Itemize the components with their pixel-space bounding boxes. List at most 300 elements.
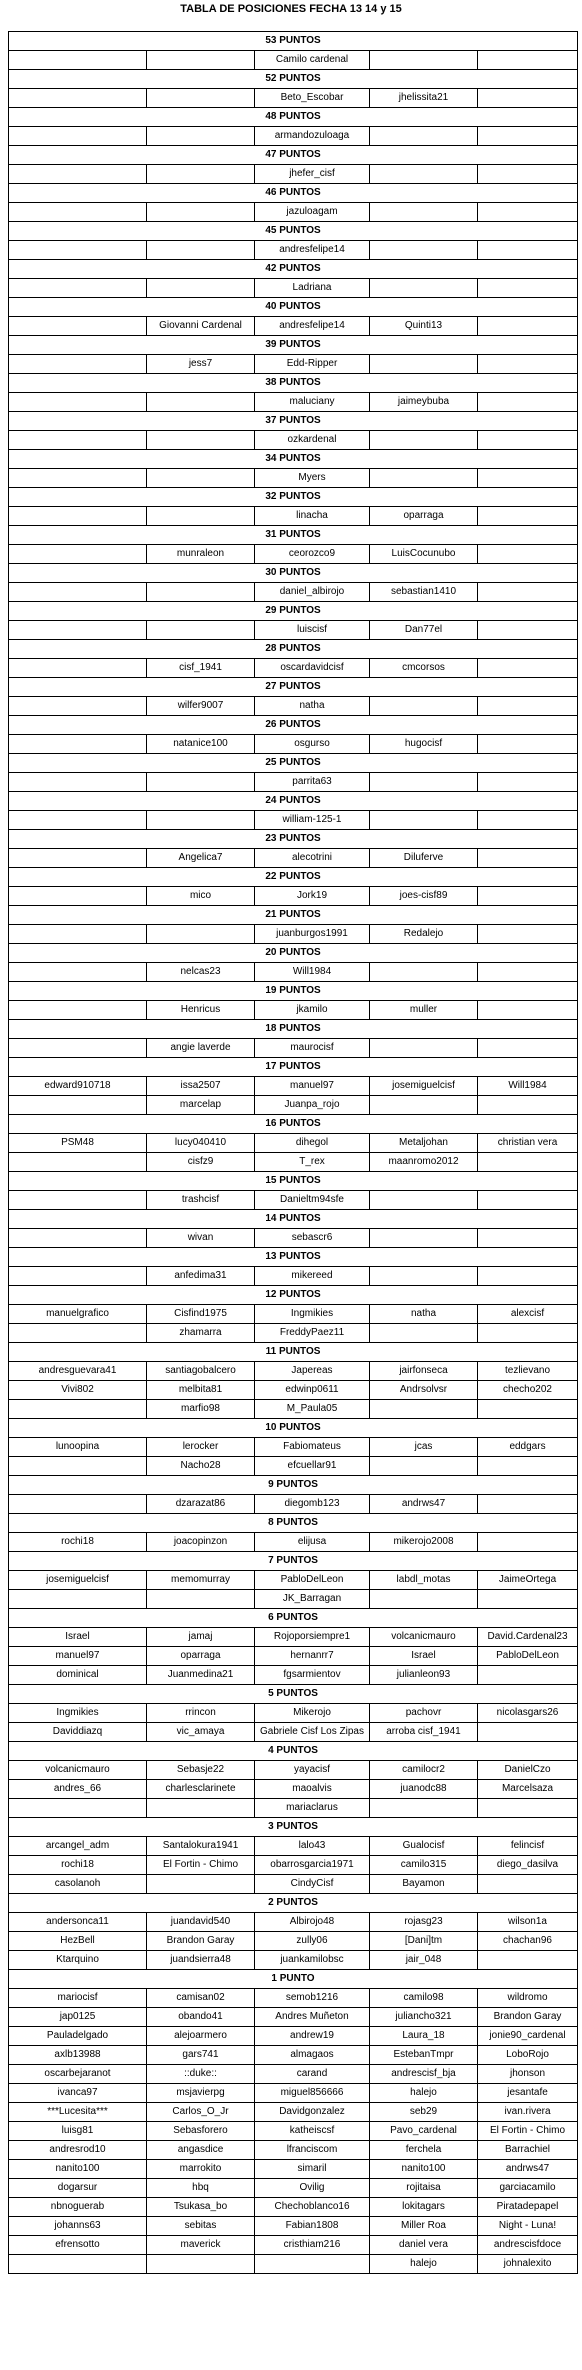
player-cell: manuelgrafico [9,1305,147,1324]
player-cell [478,469,578,488]
player-cell: lfranciscom [255,2141,370,2160]
points-heading: 53 PUNTOS [9,32,578,51]
player-cell: cristhiam216 [255,2236,370,2255]
player-cell: Bayamon [370,1875,478,1894]
player-cell: Andres Muñeton [255,2008,370,2027]
player-cell [478,621,578,640]
player-cell: arcangel_adm [9,1837,147,1856]
player-cell: lokitagars [370,2198,478,2217]
table-row [9,773,578,792]
player-cell: william-125-1 [255,811,370,830]
table-row [9,1533,578,1552]
player-cell: halejo [370,2255,478,2274]
player-cell [478,1324,578,1343]
player-cell: oscardavidcisf [255,659,370,678]
points-group-header [9,260,578,279]
player-cell: El Fortin - Chimo [147,1856,255,1875]
player-cell: Fabiomateus [255,1438,370,1457]
points-heading: 23 PUNTOS [9,830,578,849]
points-heading: 26 PUNTOS [9,716,578,735]
player-cell [478,545,578,564]
player-cell: labdl_motas [370,1571,478,1590]
player-cell: mikereed [255,1267,370,1286]
points-group-header [9,982,578,1001]
points-group-header [9,1058,578,1077]
player-cell: angasdice [147,2141,255,2160]
player-cell [478,697,578,716]
player-cell: sebitas [147,2217,255,2236]
player-cell: juandavid540 [147,1913,255,1932]
table-row [9,1457,578,1476]
player-cell: Quinti13 [370,317,478,336]
player-cell: josemiguelcisf [370,1077,478,1096]
table-row [9,1875,578,1894]
player-cell: nanito100 [370,2160,478,2179]
player-cell [9,127,147,146]
player-cell: edwinp0611 [255,1381,370,1400]
player-cell: linacha [255,507,370,526]
table-row [9,925,578,944]
player-cell: jesantafe [478,2084,578,2103]
player-cell: checho202 [478,1381,578,1400]
player-cell: JK_Barragan [255,1590,370,1609]
player-cell: maurocisf [255,1039,370,1058]
player-cell [9,431,147,450]
player-cell [478,849,578,868]
player-cell: Night - Luna! [478,2217,578,2236]
points-heading: 7 PUNTOS [9,1552,578,1571]
player-cell: dihegol [255,1134,370,1153]
player-cell [478,1096,578,1115]
player-cell: jaimeybuba [370,393,478,412]
table-row [9,1780,578,1799]
player-cell [478,317,578,336]
player-cell [478,165,578,184]
player-cell [9,1039,147,1058]
player-cell [478,887,578,906]
points-heading: 20 PUNTOS [9,944,578,963]
points-heading: 19 PUNTOS [9,982,578,1001]
player-cell: ozkardenal [255,431,370,450]
points-heading: 45 PUNTOS [9,222,578,241]
player-cell [147,925,255,944]
player-cell: hernanrr7 [255,1647,370,1666]
player-cell: msjavierpg [147,2084,255,2103]
player-cell: Sebasforero [147,2122,255,2141]
table-row [9,2255,578,2274]
player-cell [370,431,478,450]
player-cell: lunoopina [9,1438,147,1457]
player-cell [478,1799,578,1818]
points-group-header [9,108,578,127]
table-row [9,2179,578,2198]
player-cell: andres_66 [9,1780,147,1799]
player-cell [9,469,147,488]
table-row [9,1761,578,1780]
player-cell [370,811,478,830]
player-cell: andrws47 [370,1495,478,1514]
points-group-header [9,1514,578,1533]
player-cell: Brandon Garay [147,1932,255,1951]
player-cell: Rojoporsiempre1 [255,1628,370,1647]
player-cell: Redalejo [370,925,478,944]
player-cell: jairfonseca [370,1362,478,1381]
table-row [9,1229,578,1248]
player-cell [478,1666,578,1685]
player-cell: axlb13988 [9,2046,147,2065]
player-cell [478,507,578,526]
player-cell: Japereas [255,1362,370,1381]
player-cell: Carlos_O_Jr [147,2103,255,2122]
player-cell [478,1229,578,1248]
player-cell: charlesclarinete [147,1780,255,1799]
points-heading: 40 PUNTOS [9,298,578,317]
player-cell [9,1457,147,1476]
player-cell: PabloDelLeon [255,1571,370,1590]
player-cell: jhefer_cisf [255,165,370,184]
player-cell: Will1984 [255,963,370,982]
player-cell [147,1590,255,1609]
player-cell [478,393,578,412]
player-cell: daniel vera [370,2236,478,2255]
player-cell: jamaj [147,1628,255,1647]
points-group-header [9,412,578,431]
points-group-header [9,298,578,317]
player-cell: natha [255,697,370,716]
table-row [9,1077,578,1096]
table-row [9,1305,578,1324]
table-row [9,887,578,906]
player-cell [147,203,255,222]
player-cell [9,89,147,108]
player-cell: johnalexito [478,2255,578,2274]
player-cell: Danieltm94sfe [255,1191,370,1210]
player-cell: mariaclarus [255,1799,370,1818]
player-cell: oparraga [370,507,478,526]
player-cell [370,1590,478,1609]
player-cell: christian vera [478,1134,578,1153]
player-cell: hugocisf [370,735,478,754]
table-row [9,1438,578,1457]
player-cell [370,165,478,184]
player-cell: ivan.rivera [478,2103,578,2122]
player-cell: mico [147,887,255,906]
points-group-header [9,1894,578,1913]
player-cell: Dan77el [370,621,478,640]
table-row [9,811,578,830]
table-row [9,2141,578,2160]
player-cell [370,1400,478,1419]
player-cell [478,583,578,602]
player-cell: nelcas23 [147,963,255,982]
points-group-header [9,488,578,507]
player-cell: HezBell [9,1932,147,1951]
player-cell [478,127,578,146]
table-row [9,1989,578,2008]
player-cell: pachovr [370,1704,478,1723]
table-row [9,89,578,108]
player-cell [147,431,255,450]
player-cell: Piratadepapel [478,2198,578,2217]
player-cell: andresfelipe14 [255,241,370,260]
player-cell: marfio98 [147,1400,255,1419]
player-cell: wilson1a [478,1913,578,1932]
player-cell [9,1096,147,1115]
player-cell [370,279,478,298]
player-cell: Miller Roa [370,2217,478,2236]
points-heading: 22 PUNTOS [9,868,578,887]
player-cell: jhonson [478,2065,578,2084]
player-cell: luiscisf [255,621,370,640]
player-cell: PabloDelLeon [478,1647,578,1666]
player-cell: jess7 [147,355,255,374]
table-row [9,1191,578,1210]
player-cell: ferchela [370,2141,478,2160]
player-cell: PSM48 [9,1134,147,1153]
player-cell: daniel_albirojo [255,583,370,602]
player-cell: obarrosgarcia1971 [255,1856,370,1875]
player-cell [9,1324,147,1343]
table-row [9,2160,578,2179]
points-group-header [9,1286,578,1305]
player-cell: gars741 [147,2046,255,2065]
player-cell: Giovanni Cardenal [147,317,255,336]
player-cell: manuel97 [255,1077,370,1096]
player-cell: wivan [147,1229,255,1248]
player-cell: jonie90_cardenal [478,2027,578,2046]
points-group-header [9,754,578,773]
player-cell [147,507,255,526]
points-group-header [9,716,578,735]
player-cell: ivanca97 [9,2084,147,2103]
player-cell [9,1400,147,1419]
player-cell [478,811,578,830]
player-cell [147,621,255,640]
player-cell: LuisCocunubo [370,545,478,564]
player-cell [370,1039,478,1058]
player-cell [9,1153,147,1172]
table-row [9,1096,578,1115]
player-cell [9,963,147,982]
table-row [9,2103,578,2122]
player-cell [9,2255,147,2274]
points-group-header [9,1742,578,1761]
player-cell: efrensotto [9,2236,147,2255]
player-cell: Brandon Garay [478,2008,578,2027]
player-cell [147,165,255,184]
points-group-header [9,222,578,241]
table-row [9,1001,578,1020]
player-cell [478,1723,578,1742]
player-cell [9,583,147,602]
player-cell [370,1267,478,1286]
player-cell: Cisfind1975 [147,1305,255,1324]
player-cell: lucy040410 [147,1134,255,1153]
points-group-header [9,32,578,51]
player-cell: M_Paula05 [255,1400,370,1419]
player-cell: ::duke:: [147,2065,255,2084]
player-cell: Ktarquino [9,1951,147,1970]
player-cell [370,963,478,982]
table-row [9,735,578,754]
table-row [9,1723,578,1742]
table-row [9,1666,578,1685]
player-cell: volcanicmauro [370,1628,478,1647]
points-heading: 24 PUNTOS [9,792,578,811]
player-cell [9,659,147,678]
player-cell: josemiguelcisf [9,1571,147,1590]
player-cell: elijusa [255,1533,370,1552]
player-cell [9,165,147,184]
player-cell: zully06 [255,1932,370,1951]
table-row [9,2065,578,2084]
player-cell: semob1216 [255,1989,370,2008]
player-cell [9,241,147,260]
player-cell: Ladriana [255,279,370,298]
player-cell [9,545,147,564]
player-cell: DanielCzo [478,1761,578,1780]
player-cell: vic_amaya [147,1723,255,1742]
player-cell: Chechoblanco16 [255,2198,370,2217]
player-cell: Tsukasa_bo [147,2198,255,2217]
player-cell: halejo [370,2084,478,2103]
player-cell: natanice100 [147,735,255,754]
player-cell: wildromo [478,1989,578,2008]
player-cell [9,811,147,830]
points-group-header [9,1020,578,1039]
player-cell [478,659,578,678]
points-group-header [9,944,578,963]
player-cell: osgurso [255,735,370,754]
points-group-header [9,602,578,621]
table-row [9,507,578,526]
player-cell: alejoarmero [147,2027,255,2046]
table-row [9,1400,578,1419]
player-cell: alecotrini [255,849,370,868]
points-group-header [9,564,578,583]
points-heading: 42 PUNTOS [9,260,578,279]
player-cell: Beto_Escobar [255,89,370,108]
player-cell: juanodc88 [370,1780,478,1799]
player-cell [370,469,478,488]
player-cell [478,773,578,792]
player-cell [370,1191,478,1210]
table-row [9,393,578,412]
player-cell: Barrachiel [478,2141,578,2160]
table-row [9,1267,578,1286]
points-group-header [9,374,578,393]
player-cell: Sebasje22 [147,1761,255,1780]
player-cell: Albirojo48 [255,1913,370,1932]
player-cell: Laura_18 [370,2027,478,2046]
points-heading: 1 PUNTO [9,1970,578,1989]
player-cell: felincisf [478,1837,578,1856]
player-cell [370,697,478,716]
player-cell [147,89,255,108]
points-heading: 32 PUNTOS [9,488,578,507]
player-cell: juandsierra48 [147,1951,255,1970]
points-group-header [9,184,578,203]
player-cell: juankamilobsc [255,1951,370,1970]
player-cell [9,621,147,640]
table-row [9,2046,578,2065]
player-cell: CindyCisf [255,1875,370,1894]
player-cell [147,127,255,146]
player-cell: casolanoh [9,1875,147,1894]
player-cell: Diluferve [370,849,478,868]
table-row [9,241,578,260]
player-cell [478,51,578,70]
player-cell [147,583,255,602]
player-cell: arroba cisf_1941 [370,1723,478,1742]
points-heading: 10 PUNTOS [9,1419,578,1438]
table-row [9,849,578,868]
player-cell: Henricus [147,1001,255,1020]
table-row [9,355,578,374]
player-cell [9,1495,147,1514]
player-cell: Edd-Ripper [255,355,370,374]
player-cell [478,1039,578,1058]
points-heading: 28 PUNTOS [9,640,578,659]
table-row [9,1837,578,1856]
table-row [9,203,578,222]
points-heading: 16 PUNTOS [9,1115,578,1134]
player-cell [9,355,147,374]
player-cell: tezlievano [478,1362,578,1381]
points-group-header [9,1115,578,1134]
player-cell: nanito100 [9,2160,147,2179]
player-cell [478,89,578,108]
points-group-header [9,336,578,355]
table-row [9,51,578,70]
player-cell [147,469,255,488]
player-cell: Nacho28 [147,1457,255,1476]
points-group-header [9,1818,578,1837]
player-cell: Gabriele Cisf Los Zipas [255,1723,370,1742]
points-group-header [9,70,578,89]
player-cell [9,1590,147,1609]
player-cell: miguel856666 [255,2084,370,2103]
player-cell: cisfz9 [147,1153,255,1172]
player-cell: juanburgos1991 [255,925,370,944]
player-cell: hbq [147,2179,255,2198]
player-cell: El Fortin - Chimo [478,2122,578,2141]
player-cell: EstebanTmpr [370,2046,478,2065]
player-cell: marcelap [147,1096,255,1115]
table-row [9,317,578,336]
player-cell: natha [370,1305,478,1324]
table-row [9,1153,578,1172]
player-cell [370,355,478,374]
player-cell: camisan02 [147,1989,255,2008]
page-title: TABLA DE POSICIONES FECHA 13 14 y 15 [180,3,402,15]
player-cell: Pauladelgado [9,2027,147,2046]
table-row [9,1913,578,1932]
player-cell: diegomb123 [255,1495,370,1514]
points-heading: 29 PUNTOS [9,602,578,621]
player-cell [147,2255,255,2274]
table-row [9,469,578,488]
table-row [9,1381,578,1400]
player-cell: edward910718 [9,1077,147,1096]
player-cell: johanns63 [9,2217,147,2236]
player-cell: Ingmikies [9,1704,147,1723]
player-cell [255,2255,370,2274]
player-cell [478,1875,578,1894]
player-cell: Israel [9,1628,147,1647]
points-heading: 30 PUNTOS [9,564,578,583]
player-cell: jhelissita21 [370,89,478,108]
